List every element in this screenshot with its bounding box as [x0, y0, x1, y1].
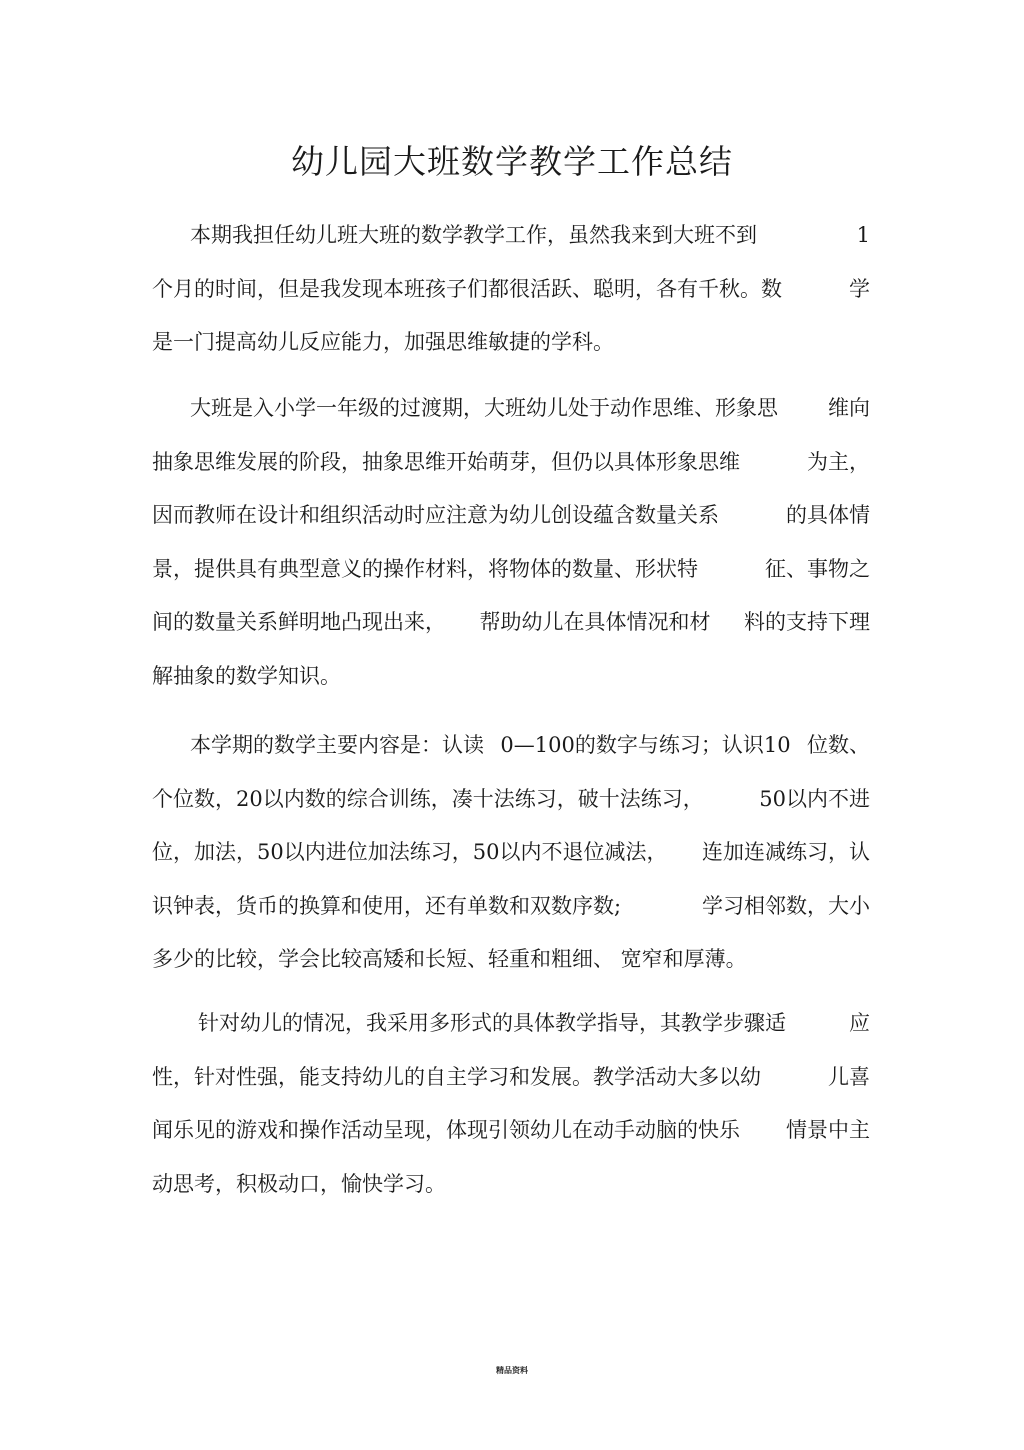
line-segment: 1	[856, 223, 870, 247]
paragraph-3	[152, 732, 870, 1000]
line-segment: 情景中主	[786, 1118, 870, 1142]
line-segment: 维向	[828, 396, 870, 420]
line-segment: 50以内不进	[759, 786, 870, 811]
paragraph-line	[152, 556, 870, 582]
paragraph-line	[152, 395, 870, 421]
paragraph-line	[152, 839, 870, 865]
line-segment: 本期我担任幼儿班大班的数学教学工作，虽然我来到大班不到	[190, 223, 757, 247]
line-segment: 帮助幼儿在具体情况和材	[479, 610, 711, 634]
document-title: 幼儿园大班数学教学工作总结	[291, 142, 733, 181]
line-segment: 个位数，20以内数的综合训练，凑十法练习，破十法练习，	[152, 786, 704, 811]
paragraph-line	[152, 732, 870, 758]
paragraph-line: 解抽象的数学知识。	[152, 663, 341, 688]
line-segment: 间的数量关系鲜明地凸现出来，	[152, 610, 446, 634]
line-segment: 为主，	[807, 449, 870, 474]
line-segment: 0—100的数字与练习；认识10	[500, 733, 791, 757]
paragraph-2	[152, 395, 870, 716]
line-segment: 本学期的数学主要内容是：认读	[190, 733, 484, 757]
line-segment: 大班是入小学一年级的过渡期，大班幼儿处于动作思维、形象思	[190, 396, 778, 420]
paragraph-4	[152, 1010, 870, 1224]
paragraph-line	[152, 276, 870, 302]
paragraph-line	[152, 222, 870, 248]
line-segment: 连加连减练习，认	[702, 840, 870, 864]
line-segment: 征、事物之	[765, 556, 870, 581]
paragraph-line	[152, 609, 870, 635]
line-segment: 抽象思维发展的阶段，抽象思维开始萌芽，但仍以具体形象思维	[152, 449, 740, 474]
line-segment: 应	[849, 1011, 870, 1035]
line-segment: 料的支持下理	[744, 610, 870, 634]
paragraph-line: 是一门提高幼儿反应能力，加强思维敏捷的学科。	[152, 330, 614, 354]
line-segment: 学习相邻数，大小	[702, 893, 870, 918]
paragraph-line	[152, 502, 870, 528]
line-segment: 景，提供具有典型意义的操作材料，将物体的数量、形状特	[152, 556, 698, 581]
paragraph-line	[152, 786, 870, 812]
paragraph-line	[152, 1117, 870, 1143]
line-segment: 位数、	[806, 733, 870, 757]
paragraph-line	[152, 449, 870, 475]
paragraph-line	[152, 1010, 870, 1036]
line-segment: 针对幼儿的情况，我采用多形式的具体教学指导，其教学步骤适	[198, 1011, 786, 1035]
line-segment: 性，针对性强，能支持幼儿的自主学习和发展。教学活动大多以幼	[152, 1064, 761, 1089]
line-segment: 儿喜	[828, 1064, 870, 1089]
line-segment: 学	[849, 276, 870, 301]
footer-watermark: 精品资料	[496, 1365, 528, 1375]
paragraph-line: 多少的比较，学会比较高矮和长短、轻重和粗细、 宽窄和厚薄。	[152, 947, 747, 971]
paragraph-line	[152, 1064, 870, 1090]
line-segment: 识钟表，货币的换算和使用，还有单数和双数序数;	[152, 893, 622, 918]
line-segment: 的具体情	[786, 503, 870, 527]
line-segment: 位，加法，50以内进位加法练习，50以内不退位减法，	[152, 840, 668, 864]
line-segment: 个月的时间，但是我发现本班孩子们都很活跃、聪明，各有千秋。数	[152, 276, 782, 301]
line-segment: 闻乐见的游戏和操作活动呈现，体现引领幼儿在动手动脑的快乐	[152, 1118, 740, 1142]
paragraph-1	[152, 222, 870, 383]
paragraph-line: 动思考，积极动口，愉快学习。	[152, 1171, 446, 1196]
line-segment: 因而教师在设计和组织活动时应注意为幼儿创设蕴含数量关系	[152, 503, 719, 527]
paragraph-line	[152, 893, 870, 919]
